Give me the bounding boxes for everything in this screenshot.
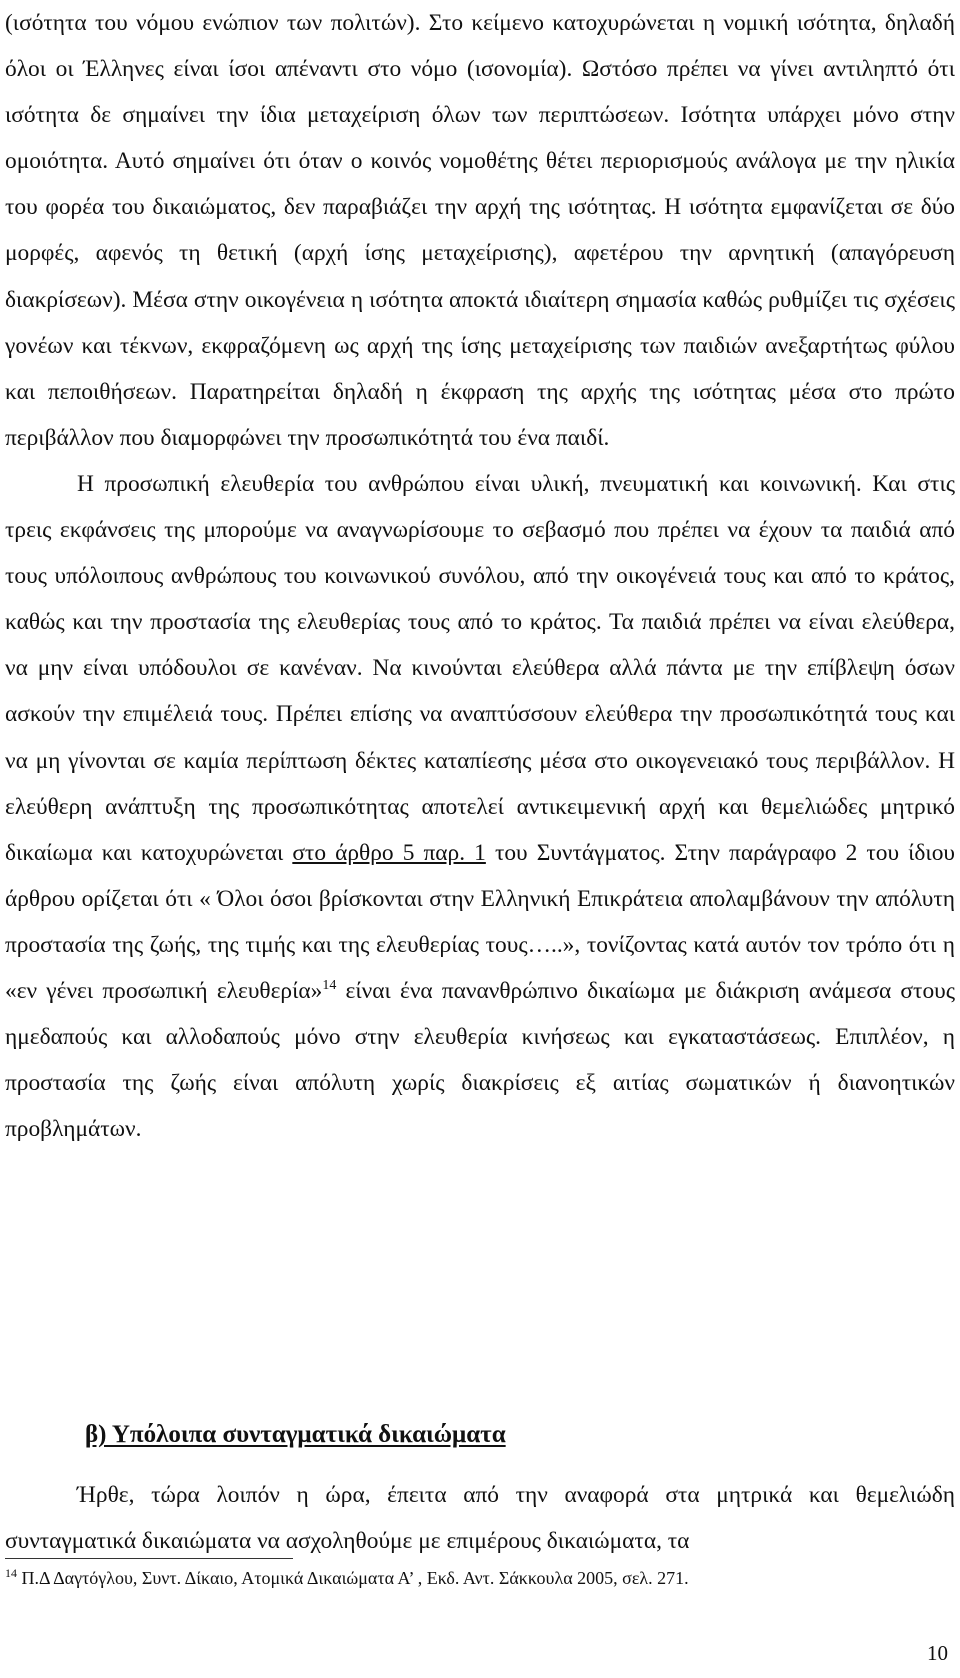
body-text: [5, 0, 955, 1152]
paragraph-freedom-text-3: είναι ένα πανανθρώπινο δικαίωμα με διάκριση ανάμεσα στους ημεδαπούς και αλλοδαπούς μόνο στην ελευθερία κινήσεως και εγκαταστάσεως. Επιπλέον, η προστασία της ζωής είναι απόλυτη χωρίς διακρίσεις εξ αιτίας σωματικών ή διανοητικών προβλημάτων.: [5, 977, 955, 1143]
paragraph-freedom-text-2: του Συντάγματος. Στην παράγραφο 2 του ίδιου άρθρου ορίζεται ότι « Όλοι όσοι βρίσκονται στην Ελληνική Επικράτεια απολαμβάνουν την απόλυτη προστασία της ζωής, της τιμής και της ελευθερίας τους…..», τονίζοντας κατά αυτόν τον τρόπο ότι η «εν γένει προσωπική ελευθερία»: [5, 839, 955, 1004]
paragraph-other-rights: [5, 1472, 955, 1564]
section-heading: β) Υπόλοιπα συνταγματικά δικαιώματα: [85, 1421, 506, 1448]
paragraph-other-rights-text-cont: θεμελιώδη συνταγματικά δικαιώματα να ασχοληθούμε με επιμέρους δικαιώματα, τα: [5, 1482, 955, 1555]
paragraph-other-rights-text: Ήρθε, τώρα λοιπόν η ώρα, έπειτα από την αναφορά στα μητρικά και: [77, 1482, 856, 1508]
footnote-reference[interactable]: 14: [322, 977, 337, 993]
paragraph-equality: [5, 0, 955, 461]
paragraph-equality-text: (ισότητα του νόμου ενώπιον των πολιτών). Στο κείμενο κατοχυρώνεται η νομική ισότητα, δηλαδή όλοι οι Έλληνες είναι ίσοι απέναντι στο νόμο (ισονομία). Ωστόσο πρέπει να γίνει αντιληπτό ότι ισότητα δε σημαίνει την ίδια μεταχείριση όλων των περιπτώσεων. Ισότητα υπάρχει μόνο στην ομοιότητα. Αυτό σημαίνει ότι όταν ο κοινός νομοθέτης θέτει περιορισμούς ανάλογα με την ηλικία του φορέα του δικαιώματος, δεν παραβιάζει την αρχή της ισότητας. Η ισότητα εμφανίζεται σε δύο μορφές, αφενός τη θετική (αρχή ίσης μεταχείρισης), αφετέρου την αρνητική (απαγόρευση διακρίσεων). Μέσα στην οικογένεια η ισότητα αποκτά ιδιαίτερη σημασία καθώς ρυθμίζει τις σχέσεις γονέων και τέκνων, εκφραζόμενη ως αρχή της ίσης μεταχείρισης των παιδιών ανεξαρτήτως φύλου και πεποιθήσεων. Παρατηρείται δηλαδή η έκφραση της αρχής της ισότητας μέσα στο πρώτο περιβάλλον που διαμορφώνει την προσωπικότητά του ένα παιδί.: [5, 10, 955, 451]
section-body: [5, 1472, 955, 1564]
footnote-text: Π.Δ Δαγτόγλου, Συντ. Δίκαιο, Ατομικά Δικαιώματα Α’ , Εκδ. Αντ. Σάκκουλα 2005, σελ. 271.: [17, 1568, 689, 1588]
footnote-marker: 14: [5, 1566, 17, 1580]
page-number: 10: [927, 1641, 948, 1665]
paragraph-freedom-text-1: Η προσωπική ελευθερία του ανθρώπου είναι υλική, πνευματική και κοινωνική. Και στις τρεις εκφάνσεις της μπορούμε να αναγνωρίσουμε το σεβασμό που πρέπει να έχουν τα παιδιά από τους υπόλοιπους ανθρώπους του κοινωνικού συνόλου, από την οικογένειά τους και από το κράτος, καθώς και την προστασία της ελευθερίας τους από το κράτος. Τα παιδιά πρέπει να είναι ελεύθερα, να μην είναι υπόδουλοι σε κανέναν. Να κινούνται ελεύθερα αλλά πάντα με την επίβλεψη όσων ασκούν την επιμέλειά τους. Πρέπει επίσης να αναπτύσσουν ελεύθερα την προσωπικότητά τους και να μη γίνονται σε καμία περίπτωση δέκτες καταπίεσης μέσα στο οικογενειακό τους περιβάλλον. Η ελεύθερη ανάπτυξη της προσωπικότητας αποτελεί αντικειμενική αρχή και θεμελιώδες μητρικό δικαίωμα και κατοχυρώνεται: [5, 470, 955, 866]
paragraph-personal-freedom: [5, 461, 955, 1152]
article-reference-link[interactable]: στο άρθρο 5 παρ. 1: [292, 839, 486, 866]
footnote: [5, 1566, 689, 1590]
footnote-separator: [5, 1558, 293, 1559]
